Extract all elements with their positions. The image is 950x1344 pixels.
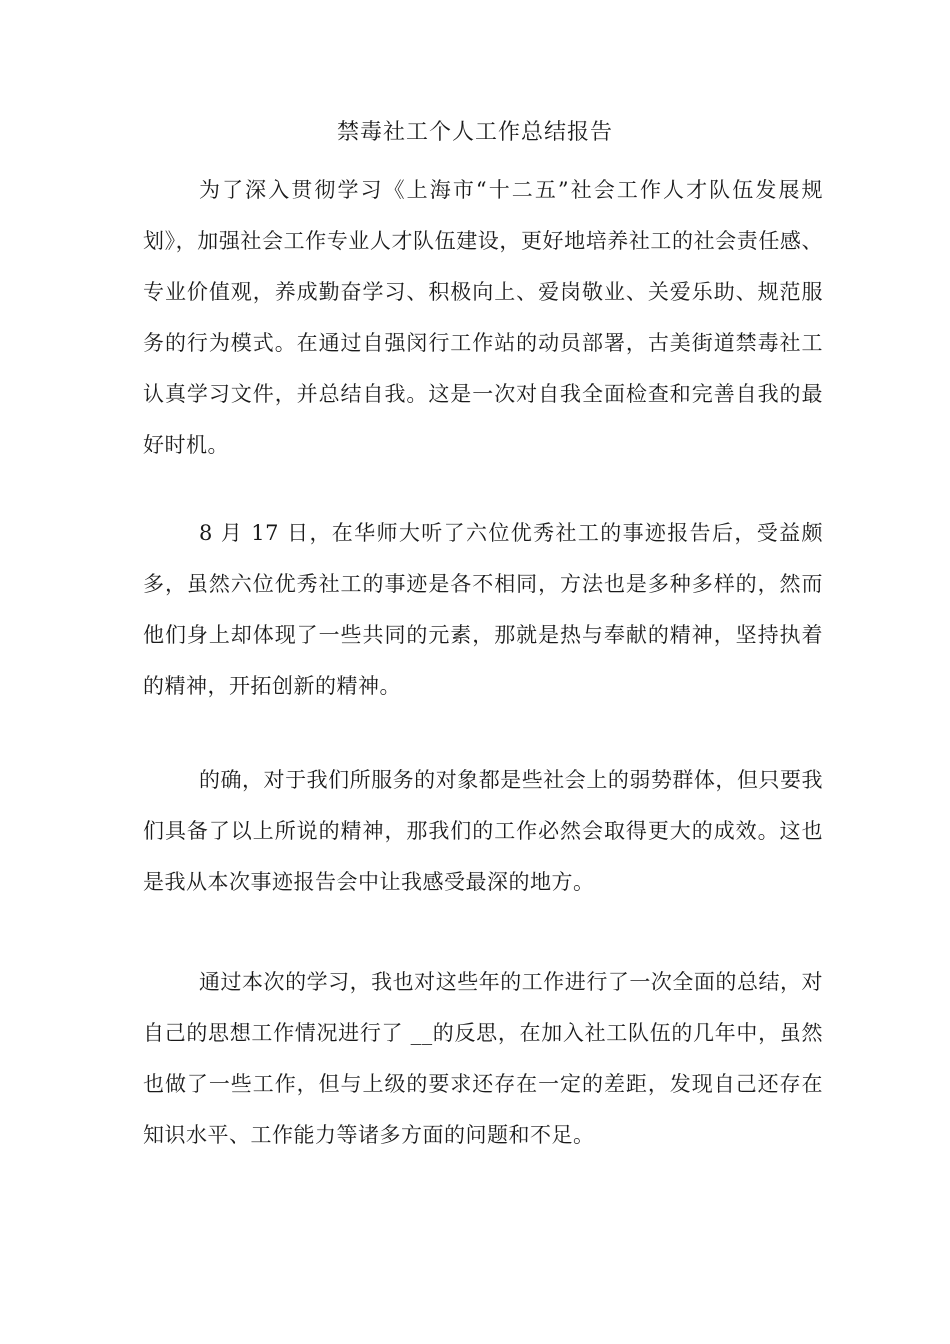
paragraph-3: 的确，对于我们所服务的对象都是些社会上的弱势群体，但只要我们具备了以上所说的精神，那我们的工作必然会取得更大的成效。这也是我从本次事迹报告会中让我感受最深的地方。 <box>143 768 823 894</box>
paragraph-1: 为了深入贯彻学习《上海市“十二五”社会工作人才队伍发展规划》，加强社会工作专业人才队伍建设，更好地培养社工的社会责任感、专业价值观，养成勤奋学习、积极向上、爱岗敬业、关爱乐助、规范服务的行为模式。在通过自强闵行工作站的动员部署，古美街道禁毒社工认真学习文件，并总结自我。这是一次对自我全面检查和完善自我的最好时机。 <box>143 178 823 457</box>
document-title: 禁毒社工个人工作总结报告 <box>336 120 613 145</box>
paragraph-2: 8 月 17 日，在华师大听了六位优秀社工的事迹报告后，受益颇多，虽然六位优秀社工的事迹是各不相同，方法也是多种多样的，然而他们身上却体现了一些共同的元素，那就是热与奉献的精神，坚持执着的精神，开拓创新的精神。 <box>143 521 823 698</box>
paragraph-4: 通过本次的学习，我也对这些年的工作进行了一次全面的总结，对自己的思想工作情况进行了 __的反思，在加入社工队伍的几年中，虽然也做了一些工作，但与上级的要求还存在一定的差距，发现自己还存在知识水平、工作能力等诸多方面的问题和不足。 <box>143 970 823 1147</box>
